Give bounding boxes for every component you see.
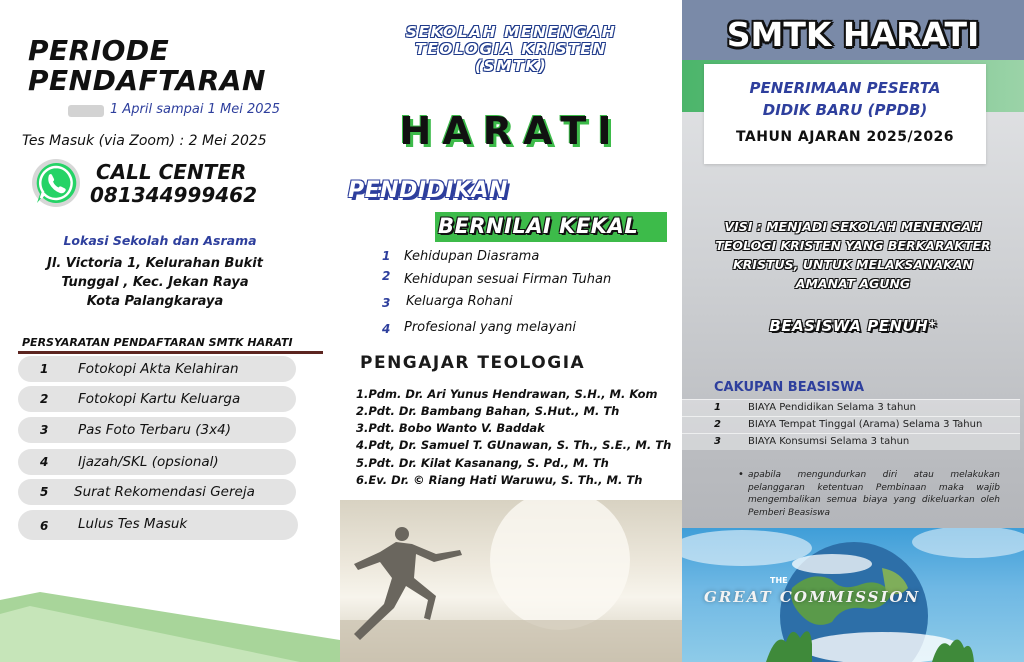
- middle-panel: [340, 0, 682, 662]
- tagline-education: PENDIDIKAN: [348, 178, 508, 203]
- entrance-test-date: Tes Masuk (via Zoom) : 2 Mei 2025: [22, 133, 267, 149]
- vision-line: KRISTUS, UNTUK MELAKSANAKAN: [732, 257, 973, 272]
- teacher-item: 2.Pdt. Dr. Bambang Bahan, S.Hut., M. Th: [356, 404, 620, 418]
- teacher-item: 1.Pdm. Dr. Ari Yunus Hendrawan, S.H., M. Kom: [356, 387, 658, 401]
- vision-line: TEOLOGI KRISTEN YANG BERKARAKTER: [715, 238, 991, 253]
- great-commission-the: THE: [770, 576, 788, 585]
- address-line: Kota Palangkaraya: [86, 294, 224, 309]
- coverage-number: 1: [714, 402, 721, 413]
- runner-silhouette-icon: [340, 500, 682, 662]
- value-number: 4: [382, 322, 391, 336]
- smtk-harati-title: SMTK HARATI: [726, 15, 980, 54]
- school-name-line: (SMTK): [474, 57, 548, 75]
- ppdb-line: PENERIMAAN PESERTA: [749, 79, 941, 97]
- requirement-number: 5: [40, 485, 49, 499]
- address-line: Jl. Victoria 1, Kelurahan Bukit: [47, 256, 263, 271]
- call-center-label: CALL CENTER: [96, 160, 247, 184]
- requirement-number: 1: [40, 362, 49, 376]
- requirement-number: 2: [40, 392, 49, 406]
- scholarship-coverage-title: CAKUPAN BEASISWA: [714, 380, 865, 395]
- value-item: Profesional yang melayani: [404, 320, 577, 335]
- teacher-item: 4.Pdt, Dr. Samuel T. GUnawan, S. Th., S.E., M. Th: [356, 438, 672, 452]
- requirement-label: Pas Foto Terbaru (3x4): [78, 422, 231, 438]
- coverage-row: [682, 399, 1020, 416]
- value-number: 3: [382, 296, 391, 310]
- requirement-number: 6: [40, 519, 49, 533]
- title-line-1: PERIODE: [28, 34, 170, 67]
- right-panel: [682, 0, 1024, 662]
- decorative-green-shape: [0, 0, 340, 662]
- left-panel: [0, 0, 340, 662]
- requirement-label: Fotokopi Kartu Keluarga: [78, 391, 241, 407]
- requirement-label: Ijazah/SKL (opsional): [78, 454, 219, 470]
- value-item: Keluarga Rohani: [406, 294, 513, 309]
- teachers-title: PENGAJAR TEOLOGIA: [360, 353, 586, 373]
- harati-heading: HARATI: [399, 109, 623, 153]
- school-full-name: [340, 24, 682, 75]
- requirement-label: Fotokopi Akta Kelahiran: [78, 361, 239, 377]
- requirement-label: Surat Rekomendasi Gereja: [74, 484, 255, 500]
- address-line: Tunggal , Kec. Jekan Raya: [61, 275, 249, 290]
- value-number: 1: [382, 249, 391, 263]
- value-item: Kehidupan Diasrama: [404, 249, 540, 264]
- call-center-number[interactable]: 081344999462: [90, 183, 257, 207]
- note-bullet-icon: •: [738, 469, 744, 480]
- academic-year: TAHUN AJARAN 2025/2026: [735, 129, 955, 145]
- runner-photo: [340, 500, 682, 662]
- coverage-row: [682, 416, 1020, 433]
- requirement-number: 3: [40, 423, 49, 437]
- scholarship-note: apabila mengundurkan diri atau melakukan pelanggaran ketentuan Pembinaan maka wajib mengembalikan semua biaya yang dikeluarkan oleh Pemberi Beasiswa: [748, 470, 1000, 518]
- title-line-2: PENDAFTARAN: [28, 64, 266, 97]
- requirement-label: Lulus Tes Masuk: [78, 516, 188, 532]
- value-number: 2: [382, 269, 391, 283]
- ppdb-line: DIDIK BARU (PPDB): [762, 101, 928, 119]
- coverage-number: 3: [714, 436, 721, 447]
- coverage-label: BIAYA Pendidikan Selama 3 tahun: [748, 402, 916, 413]
- tagline-eternal-value: BERNILAI KEKAL: [438, 214, 639, 238]
- vision-statement: [686, 217, 1020, 293]
- coverage-label: BIAYA Tempat Tinggal (Arama) Selama 3 Tahun: [748, 419, 983, 430]
- coverage-row: [682, 433, 1020, 450]
- teacher-item: 3.Pdt. Bobo Wanto V. Baddak: [356, 421, 545, 435]
- coverage-label: BIAYA Konsumsi Selama 3 tahun: [748, 436, 910, 447]
- location-title: Lokasi Sekolah dan Asrama: [63, 233, 257, 248]
- teacher-item: 5.Pdt. Dr. Kilat Kasanang, S. Pd., M. Th: [356, 456, 609, 470]
- school-name-line: SEKOLAH MENENGAH: [405, 23, 617, 41]
- requirements-title: PERSYARATAN PENDAFTARAN SMTK HARATI: [22, 336, 293, 349]
- requirement-number: 4: [40, 455, 49, 469]
- school-name-line: TEOLOGIA KRISTEN: [415, 40, 607, 58]
- registration-date-range: 1 April sampai 1 Mei 2025: [110, 102, 281, 117]
- vision-line: VISI : MENJADI SEKOLAH MENENGAH: [724, 219, 982, 234]
- teacher-item: 6.Ev. Dr. © Riang Hati Waruwu, S. Th., M. Th: [356, 473, 643, 487]
- coverage-number: 2: [714, 419, 721, 430]
- value-item: Kehidupan sesuai Firman Tuhan: [404, 272, 612, 287]
- full-scholarship-heading: BEASISWA PENUH*: [769, 317, 937, 335]
- great-commission-text: GREAT COMMISSION: [704, 588, 921, 606]
- vision-line: AMANAT AGUNG: [795, 276, 911, 291]
